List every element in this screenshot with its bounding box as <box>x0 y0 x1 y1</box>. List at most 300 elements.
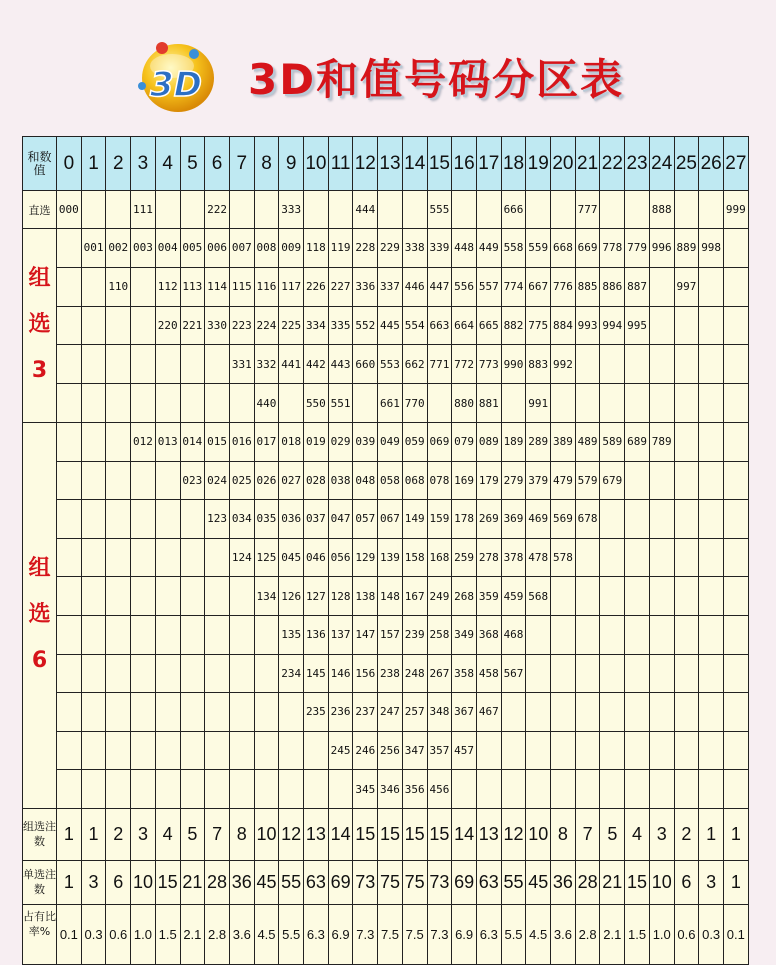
group6-cell: 059 <box>402 422 427 461</box>
group3-cell: 775 <box>526 306 551 345</box>
group-count-value: 7 <box>575 808 600 860</box>
direct-row <box>23 191 749 229</box>
group6-cell <box>155 731 180 770</box>
group3-row <box>23 229 749 268</box>
group3-cell: 339 <box>427 229 452 268</box>
group6-cell <box>699 538 724 577</box>
percent-value: 0.1 <box>57 904 82 964</box>
group3-cell: 771 <box>427 345 452 384</box>
group3-cell: 554 <box>402 306 427 345</box>
group6-cell <box>131 731 156 770</box>
group3-cell: 669 <box>575 229 600 268</box>
group6-cell <box>674 538 699 577</box>
group6-cell <box>649 770 674 809</box>
group3-cell: 119 <box>328 229 353 268</box>
group3-cell <box>279 384 304 423</box>
group3-cell: 117 <box>279 267 304 306</box>
single-count-value: 10 <box>131 860 156 904</box>
group3-cell <box>699 384 724 423</box>
group6-cell: 035 <box>254 500 279 539</box>
group6-cell: 089 <box>476 422 501 461</box>
group3-row <box>23 345 749 384</box>
group6-cell <box>723 731 748 770</box>
group3-cell <box>723 267 748 306</box>
group6-cell: 356 <box>402 770 427 809</box>
group6-cell <box>106 770 131 809</box>
group3-cell: 114 <box>205 267 230 306</box>
group6-cell <box>674 500 699 539</box>
group3-cell <box>674 306 699 345</box>
group3-cell: 557 <box>476 267 501 306</box>
group6-cell <box>57 731 82 770</box>
group3-cell: 331 <box>229 345 254 384</box>
group3-cell <box>81 345 106 384</box>
group6-cell: 347 <box>402 731 427 770</box>
group-count-value: 15 <box>353 808 378 860</box>
group6-cell <box>155 577 180 616</box>
group3-cell: 226 <box>304 267 329 306</box>
group6-cell: 167 <box>402 577 427 616</box>
percent-value: 1.5 <box>155 904 180 964</box>
group3-cell: 336 <box>353 267 378 306</box>
group3-cell: 664 <box>452 306 477 345</box>
group6-cell: 146 <box>328 654 353 693</box>
header-row <box>23 137 749 191</box>
group6-cell: 367 <box>452 693 477 732</box>
group3-cell <box>155 345 180 384</box>
group6-cell <box>229 615 254 654</box>
percent-value: 7.3 <box>427 904 452 964</box>
group6-cell: 037 <box>304 500 329 539</box>
group3-cell <box>699 267 724 306</box>
group6-cell <box>699 731 724 770</box>
group3-cell: 115 <box>229 267 254 306</box>
single-count-row <box>23 860 749 904</box>
group3-label <box>23 229 57 423</box>
sum-header-2: 2 <box>106 137 131 191</box>
single-count-value: 15 <box>625 860 650 904</box>
group6-label-char: 组 <box>28 556 51 582</box>
group6-cell: 158 <box>402 538 427 577</box>
group6-cell <box>723 500 748 539</box>
group6-cell: 269 <box>476 500 501 539</box>
group3-cell: 118 <box>304 229 329 268</box>
group3-cell <box>57 229 82 268</box>
group6-cell: 246 <box>353 731 378 770</box>
single-count-value: 75 <box>378 860 403 904</box>
group3-cell: 992 <box>551 345 576 384</box>
group6-cell: 268 <box>452 577 477 616</box>
group6-cell: 178 <box>452 500 477 539</box>
group-count-value: 3 <box>649 808 674 860</box>
group3-cell <box>600 345 625 384</box>
group6-cell: 278 <box>476 538 501 577</box>
group6-label-char: 选 <box>28 602 51 628</box>
group6-cell: 357 <box>427 731 452 770</box>
group6-cell: 237 <box>353 693 378 732</box>
group6-cell <box>81 500 106 539</box>
group6-cell <box>526 615 551 654</box>
direct-cell <box>378 191 403 229</box>
group6-cell: 169 <box>452 461 477 500</box>
group6-cell <box>625 731 650 770</box>
percent-value: 3.6 <box>551 904 576 964</box>
group3-cell <box>229 384 254 423</box>
group3-cell <box>57 345 82 384</box>
group6-cell <box>501 693 526 732</box>
group6-row <box>23 731 749 770</box>
group6-cell: 124 <box>229 538 254 577</box>
group6-cell: 589 <box>600 422 625 461</box>
group3-cell <box>723 384 748 423</box>
group6-cell: 234 <box>279 654 304 693</box>
group6-cell: 458 <box>476 654 501 693</box>
percent-value: 5.5 <box>279 904 304 964</box>
group6-cell <box>625 577 650 616</box>
group6-cell <box>57 461 82 500</box>
group-count-value: 2 <box>674 808 699 860</box>
group6-cell: 024 <box>205 461 230 500</box>
group6-cell <box>131 577 156 616</box>
group6-cell <box>649 461 674 500</box>
sum-distribution-table <box>22 136 749 965</box>
group6-cell: 025 <box>229 461 254 500</box>
group6-cell: 289 <box>526 422 551 461</box>
group6-cell <box>575 654 600 693</box>
group3-cell: 884 <box>551 306 576 345</box>
group6-cell: 048 <box>353 461 378 500</box>
group6-cell: 489 <box>575 422 600 461</box>
direct-cell <box>452 191 477 229</box>
group3-row <box>23 267 749 306</box>
sum-header-0: 0 <box>57 137 82 191</box>
group6-cell: 259 <box>452 538 477 577</box>
sum-header-8: 8 <box>254 137 279 191</box>
group6-cell <box>699 422 724 461</box>
group6-cell <box>625 693 650 732</box>
group6-cell <box>575 538 600 577</box>
sum-header-1: 1 <box>81 137 106 191</box>
group6-cell <box>625 500 650 539</box>
group6-cell: 049 <box>378 422 403 461</box>
percent-value: 0.3 <box>81 904 106 964</box>
group3-cell <box>180 345 205 384</box>
group6-cell <box>131 770 156 809</box>
group6-cell: 569 <box>551 500 576 539</box>
sum-header-25: 25 <box>674 137 699 191</box>
group3-cell: 552 <box>353 306 378 345</box>
group6-cell: 256 <box>378 731 403 770</box>
group6-cell <box>106 538 131 577</box>
group6-cell <box>57 538 82 577</box>
group6-cell: 389 <box>551 422 576 461</box>
group6-cell <box>81 770 106 809</box>
group6-row <box>23 654 749 693</box>
group6-cell: 467 <box>476 693 501 732</box>
percent-value: 7.3 <box>353 904 378 964</box>
group6-cell <box>600 577 625 616</box>
group3-cell: 223 <box>229 306 254 345</box>
single-count-value: 3 <box>699 860 724 904</box>
group3-cell: 229 <box>378 229 403 268</box>
group6-cell: 248 <box>402 654 427 693</box>
group6-cell <box>131 615 156 654</box>
group-count-value: 4 <box>155 808 180 860</box>
group3-cell: 004 <box>155 229 180 268</box>
group3-cell: 668 <box>551 229 576 268</box>
group6-cell <box>600 500 625 539</box>
group6-cell: 359 <box>476 577 501 616</box>
group3-cell <box>575 345 600 384</box>
sum-header-26: 26 <box>699 137 724 191</box>
group3-cell <box>649 267 674 306</box>
group6-cell: 079 <box>452 422 477 461</box>
group3-cell <box>57 384 82 423</box>
group3-cell: 446 <box>402 267 427 306</box>
group3-cell: 886 <box>600 267 625 306</box>
group6-cell: 145 <box>304 654 329 693</box>
group-count-value: 4 <box>625 808 650 860</box>
group6-cell <box>625 654 650 693</box>
group3-cell <box>81 306 106 345</box>
group6-cell <box>699 693 724 732</box>
group3-cell: 337 <box>378 267 403 306</box>
percent-value: 6.3 <box>476 904 501 964</box>
group6-cell <box>723 615 748 654</box>
corner-label: 和数值 <box>23 137 57 191</box>
group6-cell: 378 <box>501 538 526 577</box>
sum-header-9: 9 <box>279 137 304 191</box>
percent-value: 6.9 <box>328 904 353 964</box>
group3-cell: 661 <box>378 384 403 423</box>
group6-cell: 257 <box>402 693 427 732</box>
group3-cell: 228 <box>353 229 378 268</box>
group6-cell <box>600 615 625 654</box>
group6-cell <box>254 654 279 693</box>
direct-cell <box>476 191 501 229</box>
sum-header-15: 15 <box>427 137 452 191</box>
group6-cell: 789 <box>649 422 674 461</box>
group6-cell <box>723 770 748 809</box>
single-count-value: 3 <box>81 860 106 904</box>
group6-cell: 029 <box>328 422 353 461</box>
direct-cell <box>526 191 551 229</box>
group6-cell: 016 <box>229 422 254 461</box>
group6-cell <box>699 577 724 616</box>
group6-cell: 068 <box>402 461 427 500</box>
group3-cell: 008 <box>254 229 279 268</box>
group6-cell <box>625 461 650 500</box>
group6-cell <box>551 693 576 732</box>
group6-cell: 245 <box>328 731 353 770</box>
single-count-label: 单选注数 <box>23 860 57 904</box>
percent-value: 7.5 <box>402 904 427 964</box>
single-count-value: 21 <box>600 860 625 904</box>
direct-cell <box>254 191 279 229</box>
group3-cell <box>81 267 106 306</box>
sum-header-6: 6 <box>205 137 230 191</box>
group6-cell <box>205 615 230 654</box>
group-count-value: 2 <box>106 808 131 860</box>
group6-cell: 019 <box>304 422 329 461</box>
group3-cell <box>106 306 131 345</box>
direct-cell <box>180 191 205 229</box>
group3-cell: 440 <box>254 384 279 423</box>
single-count-value: 55 <box>501 860 526 904</box>
group6-cell: 457 <box>452 731 477 770</box>
group6-row <box>23 500 749 539</box>
group6-cell <box>131 654 156 693</box>
group3-cell <box>106 345 131 384</box>
group3-cell <box>600 384 625 423</box>
group6-cell: 689 <box>625 422 650 461</box>
group3-cell <box>625 345 650 384</box>
group3-cell: 885 <box>575 267 600 306</box>
group3-cell: 558 <box>501 229 526 268</box>
single-count-value: 1 <box>723 860 748 904</box>
group-count-value: 5 <box>180 808 205 860</box>
group-count-value: 10 <box>526 808 551 860</box>
group3-cell <box>699 306 724 345</box>
group6-cell <box>81 654 106 693</box>
group6-cell <box>723 461 748 500</box>
group3-cell: 221 <box>180 306 205 345</box>
group6-cell <box>723 538 748 577</box>
group6-cell <box>180 577 205 616</box>
group6-cell <box>155 693 180 732</box>
group6-cell <box>723 577 748 616</box>
group3-cell: 001 <box>81 229 106 268</box>
group6-cell: 069 <box>427 422 452 461</box>
group6-cell <box>57 770 82 809</box>
direct-cell <box>229 191 254 229</box>
group6-cell <box>205 577 230 616</box>
group6-label <box>23 422 57 808</box>
group-count-value: 1 <box>723 808 748 860</box>
logo-text: 3D <box>150 65 202 105</box>
direct-cell: 666 <box>501 191 526 229</box>
group6-cell <box>575 731 600 770</box>
group6-cell: 348 <box>427 693 452 732</box>
single-count-value: 36 <box>551 860 576 904</box>
group6-cell: 345 <box>353 770 378 809</box>
group6-cell: 034 <box>229 500 254 539</box>
group6-cell <box>131 461 156 500</box>
group3-row <box>23 384 749 423</box>
group6-cell: 479 <box>551 461 576 500</box>
group3-cell: 996 <box>649 229 674 268</box>
group3-cell <box>649 306 674 345</box>
group3-cell <box>205 345 230 384</box>
group6-cell <box>155 615 180 654</box>
group6-cell: 128 <box>328 577 353 616</box>
sum-header-23: 23 <box>625 137 650 191</box>
group6-cell <box>180 500 205 539</box>
group3-cell: 224 <box>254 306 279 345</box>
single-count-value: 69 <box>328 860 353 904</box>
group6-cell: 139 <box>378 538 403 577</box>
direct-label: 直选 <box>23 191 57 229</box>
sum-header-12: 12 <box>353 137 378 191</box>
group6-cell <box>551 731 576 770</box>
group3-cell: 995 <box>625 306 650 345</box>
group6-cell <box>57 422 82 461</box>
group6-cell <box>600 693 625 732</box>
percent-value: 2.8 <box>575 904 600 964</box>
group6-cell: 135 <box>279 615 304 654</box>
group6-cell <box>649 731 674 770</box>
group3-cell: 660 <box>353 345 378 384</box>
group6-cell: 018 <box>279 422 304 461</box>
group6-cell <box>57 654 82 693</box>
percent-value: 7.5 <box>378 904 403 964</box>
percent-row <box>23 904 749 964</box>
group6-cell <box>526 731 551 770</box>
group6-cell <box>674 615 699 654</box>
group6-cell <box>625 770 650 809</box>
group6-cell: 045 <box>279 538 304 577</box>
group3-cell: 882 <box>501 306 526 345</box>
group3-cell: 990 <box>501 345 526 384</box>
group6-cell <box>551 654 576 693</box>
group3-cell: 776 <box>551 267 576 306</box>
sum-header-13: 13 <box>378 137 403 191</box>
group6-cell <box>155 500 180 539</box>
group3-cell: 006 <box>205 229 230 268</box>
group6-cell: 679 <box>600 461 625 500</box>
direct-cell <box>402 191 427 229</box>
group3-cell: 332 <box>254 345 279 384</box>
group3-cell: 449 <box>476 229 501 268</box>
group6-row <box>23 461 749 500</box>
group6-cell: 013 <box>155 422 180 461</box>
group6-cell: 379 <box>526 461 551 500</box>
group6-cell <box>254 731 279 770</box>
group6-cell <box>723 654 748 693</box>
group6-cell: 129 <box>353 538 378 577</box>
group-count-value: 1 <box>699 808 724 860</box>
group6-cell: 238 <box>378 654 403 693</box>
group6-cell <box>81 461 106 500</box>
group6-cell <box>106 461 131 500</box>
group6-cell <box>229 693 254 732</box>
group3-cell <box>131 384 156 423</box>
group6-cell <box>131 538 156 577</box>
single-count-value: 73 <box>353 860 378 904</box>
group6-cell <box>155 538 180 577</box>
group6-cell: 578 <box>551 538 576 577</box>
group6-cell <box>551 615 576 654</box>
group6-cell <box>575 615 600 654</box>
group6-cell <box>600 770 625 809</box>
percent-value: 1.5 <box>625 904 650 964</box>
group6-cell: 349 <box>452 615 477 654</box>
group3-cell: 662 <box>402 345 427 384</box>
sum-header-24: 24 <box>649 137 674 191</box>
group3-cell <box>57 306 82 345</box>
sum-header-18: 18 <box>501 137 526 191</box>
group6-cell: 247 <box>378 693 403 732</box>
group6-cell <box>254 770 279 809</box>
group6-cell <box>229 577 254 616</box>
group3-cell <box>131 345 156 384</box>
group3-cell: 445 <box>378 306 403 345</box>
group6-cell <box>81 422 106 461</box>
single-count-value: 28 <box>205 860 230 904</box>
group6-cell: 015 <box>205 422 230 461</box>
sum-header-3: 3 <box>131 137 156 191</box>
group6-cell: 579 <box>575 461 600 500</box>
